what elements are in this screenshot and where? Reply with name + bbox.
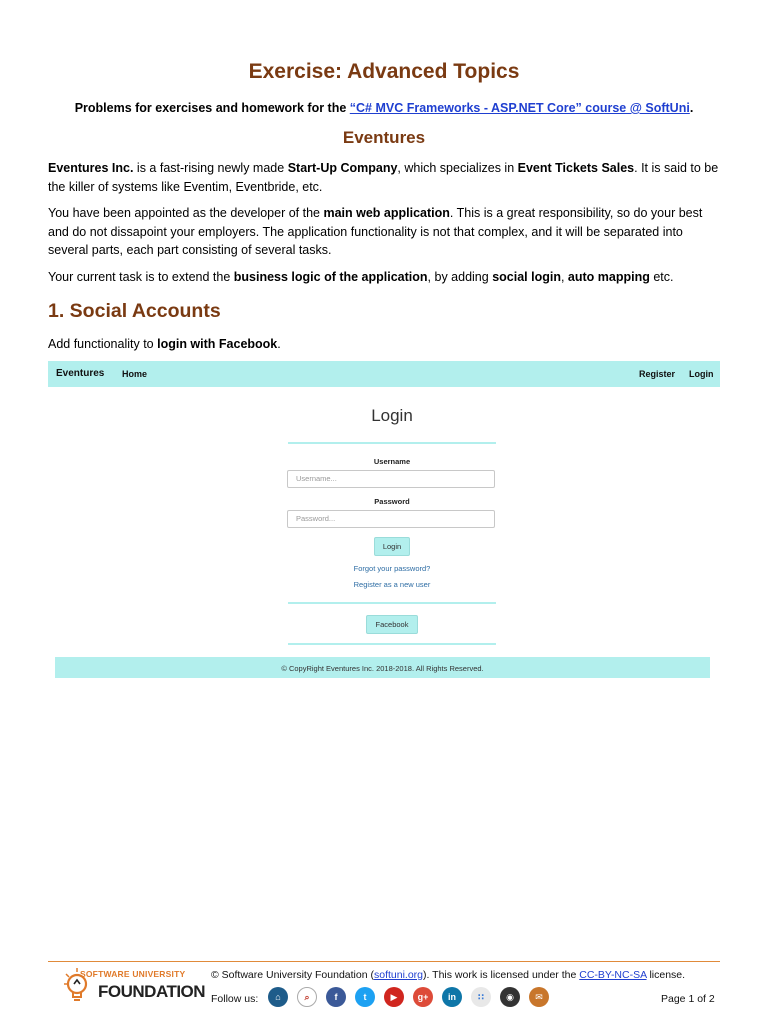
p1-text-2: , which specializes in	[397, 161, 518, 175]
document-title: Exercise: Advanced Topics	[248, 60, 520, 83]
search-icon[interactable]: ⌕	[297, 987, 317, 1007]
task-text-2: .	[277, 337, 281, 351]
username-label: Username	[373, 457, 411, 466]
page-number: Page 1 of 2	[661, 993, 715, 1005]
login-title: Login	[371, 406, 413, 425]
slideshare-icon[interactable]: ∷	[471, 987, 491, 1007]
p2-strong: main web application	[323, 206, 450, 220]
username-input[interactable]	[287, 470, 495, 488]
softuni-icon[interactable]: ⌂	[268, 987, 288, 1007]
p3-text-1: Your current task is to extend the	[48, 270, 234, 284]
password-label: Password	[374, 497, 410, 506]
nav-login-link[interactable]: Login	[689, 369, 714, 379]
facebook-button[interactable]: Facebook	[366, 615, 418, 634]
p1-strong-sales: Event Tickets Sales	[517, 161, 635, 175]
youtube-icon[interactable]: ▶	[384, 987, 404, 1007]
course-link[interactable]: “C# MVC Frameworks - ASP.NET Core” course @ SoftUni	[349, 101, 690, 115]
register-link[interactable]: Register as a new user	[353, 580, 431, 589]
section-title: Eventures	[342, 128, 426, 147]
linkedin-icon[interactable]: in	[442, 987, 462, 1007]
subtitle-prefix: Problems for exercises and homework for the	[74, 101, 350, 115]
copy-text-3: license.	[646, 969, 686, 981]
p3-text-3: ,	[560, 270, 568, 284]
copy-text-2: ). This work is licensed under the	[423, 969, 580, 981]
p2-text-2: . This is a great responsibility, so do your best and do not dissapoint your employers. The application functionality is not that complex, and it will be separated into several parts, each part consisting of several tasks.	[48, 206, 703, 257]
nav-home-link[interactable]: Home	[122, 369, 148, 379]
facebook-task	[48, 335, 723, 354]
p1-text-1: is a fast-rising newly made	[133, 161, 288, 175]
facebook-icon[interactable]: f	[326, 987, 346, 1007]
heading-social-accounts: 1. Social Accounts	[48, 300, 221, 322]
intro-paragraph	[48, 159, 723, 196]
p3-strong-social: social login	[492, 270, 561, 284]
softuni-link[interactable]: softuni.org	[373, 969, 424, 981]
p2-text-1: You have been appointed as the developer of the	[48, 206, 324, 220]
p1-text-3: . It is said to be the killer of systems like Eventim, Eventbride, etc.	[48, 161, 719, 194]
p1-strong-startup: Start-Up Company	[287, 161, 398, 175]
forgot-password-link[interactable]: Forgot your password?	[353, 564, 431, 573]
password-placeholder: Password...	[296, 514, 336, 523]
nav-register-link[interactable]: Register	[639, 369, 676, 379]
twitter-icon[interactable]: t	[355, 987, 375, 1007]
role-paragraph	[48, 204, 723, 260]
username-placeholder: Username...	[296, 474, 337, 483]
login-divider-middle	[288, 602, 496, 604]
app-navbar	[48, 361, 720, 387]
task-strong: login with Facebook	[157, 337, 278, 351]
p1-strong-company: Eventures Inc.	[48, 161, 134, 175]
app-brand[interactable]: Eventures	[56, 368, 105, 379]
logo-top-text: SOFTWARE UNIVERSITY	[80, 969, 186, 979]
github-icon[interactable]: ◉	[500, 987, 520, 1007]
login-divider-bottom	[288, 643, 496, 645]
footer-rule	[48, 961, 720, 962]
subtitle-suffix: .	[689, 101, 694, 115]
footer-copyright	[211, 969, 685, 981]
p3-strong-logic: business logic of the application	[233, 270, 428, 284]
task-text-1: Add functionality to	[48, 337, 158, 351]
document-subtitle	[0, 101, 768, 115]
login-button[interactable]: Login	[374, 537, 410, 556]
password-input[interactable]	[287, 510, 495, 528]
blog-icon[interactable]: ✉	[529, 987, 549, 1007]
app-copyright: © CopyRight Eventures Inc. 2018-2018. All Rights Reserved.	[281, 664, 484, 673]
follow-us-label: Follow us:	[211, 993, 259, 1005]
copy-text-1: © Software University Foundation (	[211, 969, 374, 981]
login-divider-top	[288, 442, 496, 444]
google-plus-icon[interactable]: g+	[413, 987, 433, 1007]
p3-text-2: , by adding	[427, 270, 493, 284]
p3-strong-mapping: auto mapping	[567, 270, 650, 284]
logo-main-text: FOUNDATION	[98, 982, 206, 1001]
p3-text-4: etc.	[649, 270, 674, 284]
license-link[interactable]: CC-BY-NC-SA	[579, 969, 647, 981]
task-paragraph	[48, 268, 723, 287]
